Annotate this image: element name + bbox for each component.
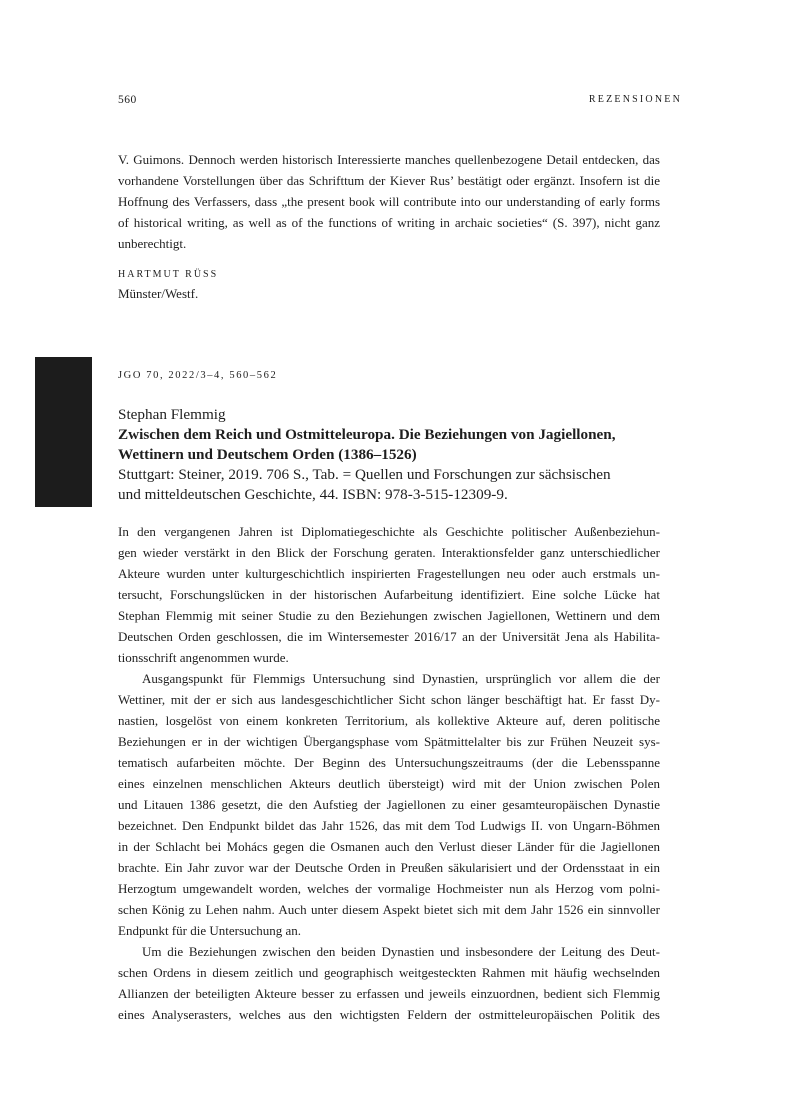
text-line: Stephan Flemmig mit seiner Studie zu den Beziehungen zwischen Jagiellonen, Wettinern und dem: [118, 608, 660, 623]
page-header: [118, 94, 682, 110]
text-line: Ausgangspunkt für Flemmigs Untersuchung sind Dynastien, ursprünglich vor allem die der: [142, 671, 660, 686]
reviewer-signature: [118, 268, 660, 304]
text-line: Herzogtum umgewandelt worden, welches der vormalige Hochmeister nun als Herzog vom polni-: [118, 881, 660, 896]
text-line: bezeichnet. Den Endpunkt bildet das Jahr 1526, das mit dem Tod Ludwigs II. von Ungarn-Böhmen: [118, 818, 660, 833]
text-line: Deutschen Orden geschlossen, die im Wintersemester 2016/17 an der Universität Jena als Habilita-: [118, 629, 660, 644]
text-line: tersucht, Forschungslücken in der historischen Aufarbeitung identifiziert. Eine solche Lücke hat: [118, 587, 660, 602]
book-title-line-2: Wettinern und Deutschem Orden (1386–1526): [118, 446, 417, 463]
text-line: eines einzelnen menschlichen Akteurs deutlich übersteigt) wird mit der Union zwischen Polen: [118, 776, 660, 791]
text-line: early forms of historical writing, as well as of the functions of writing in archaic societies“ (S. 397),: [118, 194, 660, 230]
text-line: Wettiner, mit der er sich aus landesgeschichtlicher Sicht schon länger beschäftigt hat. Er fasst Dy-: [118, 692, 660, 707]
text-line: tionsschrift angenommen wurde.: [118, 650, 289, 665]
text-line: tematisch aufarbeiten möchte. Der Beginn des Untersuchungszeitraums (der die Lebensspanne: [118, 755, 660, 770]
section-marker-bar: [35, 357, 92, 507]
review-paragraph-3: [118, 941, 660, 1025]
journal-citation: JGO 70, 2022/3–4, 560–562: [118, 370, 278, 381]
text-line: Beziehungen er in der wichtigen Übergangsphase vom Spätmittelalter bis zur Frühen Neuzeit sys-: [118, 734, 660, 749]
review-paragraph-1: [118, 521, 660, 668]
text-line: und Litauen 1386 gesetzt, die den Aufstieg der Jagiellonen zu einer gesamteuropäischen Dynastie: [118, 797, 660, 812]
text-line: Endpunkt für die Untersuchung an.: [118, 923, 302, 938]
reviewer-place: Münster/Westf.: [118, 286, 199, 301]
text-line: schen König zu Lehen nahm. Auch unter diesem Aspekt bietet sich mit dem Jahr 1526 ein sinnvoller: [118, 902, 660, 917]
text-line: das vorhandene Vorstellungen über das Schrifttum der Kiever Rus’ bestätigt oder ergänzt. Insofern: [118, 152, 660, 188]
review-body: [118, 521, 660, 1025]
running-head: REZENSIONEN: [588, 94, 682, 105]
text-line: Um die Beziehungen zwischen den beiden Dynastien und insbesondere der Leitung des Deut-: [142, 944, 660, 959]
publication-details-line-1: Stuttgart: Steiner, 2019. 706 S., Tab. = Quellen und Forschungen zur sächsischen: [118, 466, 611, 483]
previous-review-paragraph: [118, 149, 660, 254]
review-paragraph-2: [118, 668, 660, 941]
text-line: nicht ganz unberechtigt.: [118, 215, 660, 251]
text-line: eines Analyserasters, welches aus den wichtigsten Feldern der ostmitteleuropäischen Politik des: [118, 1007, 660, 1022]
book-bibliographic-info: [118, 405, 678, 505]
previous-review-ending: [118, 149, 660, 254]
text-line: brachte. Ein Jahr zuvor war der Deutsche Orden in Preußen säkularisiert und der Ordensstaat in ein: [118, 860, 660, 875]
text-line: Akteure wurden unter kulturgeschichtlich inspirierten Fragestellungen neu oder auch erstmals un-: [118, 566, 660, 581]
reviewer-name: HARTMUT RÜSS: [118, 269, 219, 280]
text-line: In den vergangenen Jahren ist Diplomatiegeschichte als Geschichte politischer Außenbeziehun-: [118, 524, 660, 539]
text-line: nastien, losgelöst von einem konkreten Territorium, als kollektive Akteure auf, deren politische: [118, 713, 660, 728]
text-line: gen wieder verstärkt in den Blick der Forschung geraten. Interaktionsfelder ganz unterschiedlicher: [118, 545, 660, 560]
publication-details-line-2: und mitteldeutschen Geschichte, 44. ISBN: 978-3-515-12309-9.: [118, 486, 508, 503]
text-line: V. Guimons. Dennoch werden historisch Interessierte manches quellenbezogene Detail entdecken,: [118, 152, 639, 167]
text-line: Allianzen der beteiligten Akteure besser zu erfassen und jeweils einzuordnen, bedient sich Flemmig: [118, 986, 660, 1001]
text-line: ist die Hoffnung des Verfassers, dass „the present book will contribute into our understanding of: [118, 173, 660, 209]
text-line: in der Schlacht bei Mohács gegen die Osmanen auch den Verlust dieser Länder für die Jagiellonen: [118, 839, 660, 854]
page-number: 560: [118, 94, 137, 106]
book-author: Stephan Flemmig: [118, 406, 226, 423]
book-title-line-1: Zwischen dem Reich und Ostmitteleuropa. Die Beziehungen von Jagiellonen,: [118, 426, 616, 443]
text-line: schen Ordens in diesem zeitlich und geographisch weitgesteckten Rahmen mit häufig wechselnden: [118, 965, 660, 980]
